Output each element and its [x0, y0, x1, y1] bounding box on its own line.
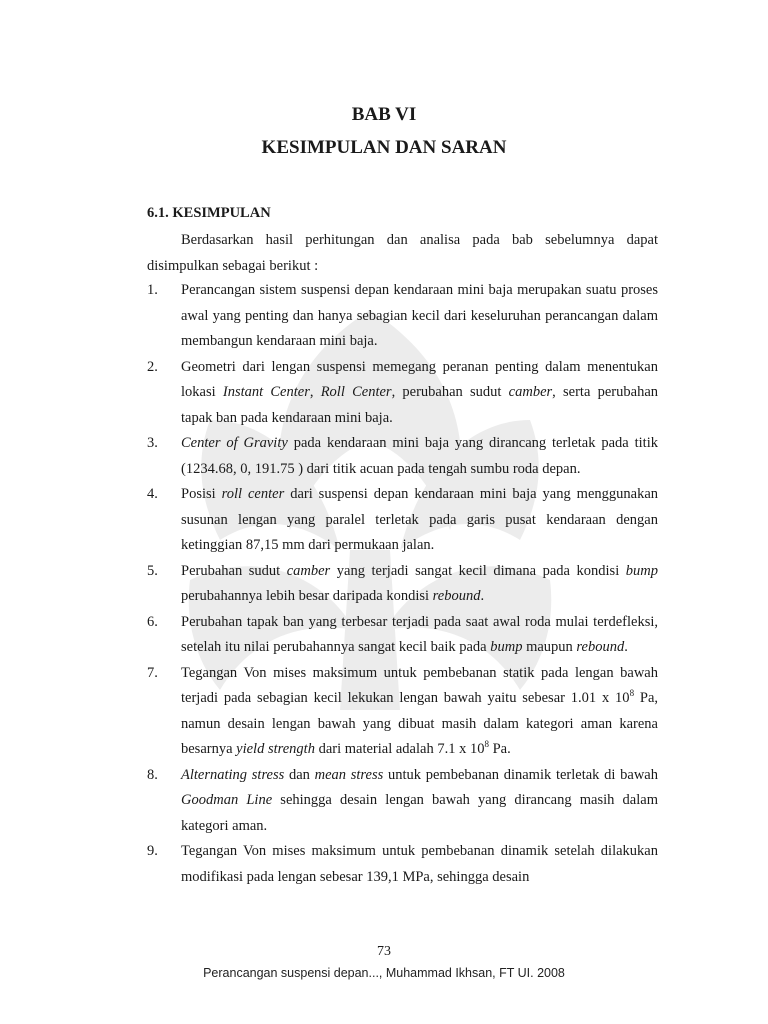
exponent: 8	[484, 739, 489, 750]
list-item-number: 6.	[147, 613, 158, 630]
italic-term: yield strength	[236, 741, 315, 757]
italic-term: roll center	[221, 486, 285, 502]
list-item-number: 3.	[147, 435, 158, 451]
list-item-text: Geometri dari lengan suspensi memegang peranan penting dalam menentukan lokasi	[181, 358, 658, 400]
list-item-number: 5.	[147, 562, 158, 579]
list-item	[147, 661, 658, 763]
italic-term: Center of Gravity	[181, 435, 288, 451]
list-item-text: .	[480, 588, 485, 604]
italic-term: bump	[490, 639, 523, 655]
italic-term: camber	[508, 384, 553, 400]
list-item-text: perubahannya lebih besar daripada kondisi	[181, 588, 433, 604]
list-item-text: Pa, namun desain lengan bawah yang dibuat masih dalam kategori aman karena besarnya	[181, 690, 659, 757]
list-item-text: pada kendaraan mini baja yang dirancang terletak pada titik (1234.68, 0, 191.75 ) dari titik acuan pada tengah sumbu roda depan.	[181, 435, 658, 477]
list-item-text: Perubahan tapak ban yang terbesar terjadi pada saat awal roda mulai terdefleksi, setelah itu nilai perubahannya sangat kecil baik pada	[181, 613, 658, 655]
italic-term: camber	[286, 562, 331, 579]
list-item-text: dari suspensi depan kendaraan mini baja yang menggunakan susunan lengan yang paralel terletak pada garis pusat kendaraan dengan ketinggian 87,15 mm dari permukaan jalan.	[181, 486, 659, 553]
conclusion-list	[147, 278, 658, 890]
list-item-text: untuk pembebanan dinamik terletak di bawah	[383, 766, 658, 783]
list-item	[147, 763, 658, 840]
exponent: 8	[629, 688, 635, 699]
list-item	[147, 278, 658, 355]
list-item-text: .	[624, 639, 628, 655]
list-item-number: 4.	[147, 486, 158, 502]
italic-term: bump	[625, 562, 658, 579]
list-item	[147, 431, 658, 482]
list-item-text: dan	[284, 766, 315, 783]
list-item-text: , serta perubahan tapak ban pada kendaraan mini baja.	[181, 384, 659, 426]
list-item-text: sehingga desain lengan bawah yang dirancang masih dalam kategori aman.	[181, 792, 658, 834]
list-item-text: yang terjadi sangat kecil dimana pada kondisi	[330, 562, 626, 579]
list-item-text: Posisi	[181, 486, 222, 502]
page-footer: Perancangan suspensi depan..., Muhammad Ikhsan, FT UI. 2008	[203, 966, 565, 980]
list-item	[147, 610, 658, 661]
list-item-text: , perubahan sudut	[391, 384, 509, 400]
section-intro-paragraph: Berdasarkan hasil perhitungan dan analisa pada bab sebelumnya dapat disimpulkan sebagai berikut :	[147, 232, 658, 274]
list-item-text: Tegangan Von mises maksimum untuk pembebanan dinamik setelah dilakukan modifikasi pada lengan sebesar 139,1 MPa, sehingga desain	[181, 843, 658, 885]
section-heading: 6.1. KESIMPULAN	[147, 205, 271, 221]
list-item-number: 1.	[147, 282, 158, 298]
italic-term: mean stress	[314, 766, 384, 783]
list-item-text: Pa.	[488, 741, 511, 757]
italic-term: rebound	[432, 588, 481, 604]
list-item	[147, 839, 658, 890]
list-item-text: Perancangan sistem suspensi depan kendaraan mini baja merupakan suatu proses awal yang penting dan hanya sebagian kecil dari keseluruhan perancangan dalam membangun kendaraan mini baja.	[181, 282, 658, 349]
chapter-number: BAB VI	[351, 104, 417, 125]
list-item-text: ,	[309, 384, 321, 400]
list-item-text: Tegangan Von mises maksimum untuk pembebanan statik pada lengan bawah terjadi pada sebagian kecil lekukan lengan bawah yaitu sebesar 1.01 x 10	[181, 664, 658, 706]
list-item	[147, 355, 658, 432]
list-item	[147, 559, 658, 610]
italic-term: Instant Center	[222, 384, 310, 400]
list-item-number: 8.	[147, 766, 158, 783]
list-item	[147, 482, 658, 559]
chapter-title: KESIMPULAN DAN SARAN	[261, 137, 507, 158]
list-item-number: 9.	[147, 843, 158, 859]
page-number: 73	[377, 944, 391, 959]
list-item-text: Perubahan sudut	[181, 562, 287, 579]
list-item-number: 7.	[147, 664, 158, 681]
italic-term: Goodman Line	[181, 792, 273, 808]
italic-term: Roll Center	[320, 384, 392, 400]
italic-term: Alternating stress	[181, 766, 285, 783]
italic-term: rebound	[576, 639, 625, 655]
list-item-text: dari material adalah 7.1 x 10	[314, 741, 485, 757]
list-item-number: 2.	[147, 358, 158, 375]
list-item-text: maupun	[522, 639, 577, 655]
